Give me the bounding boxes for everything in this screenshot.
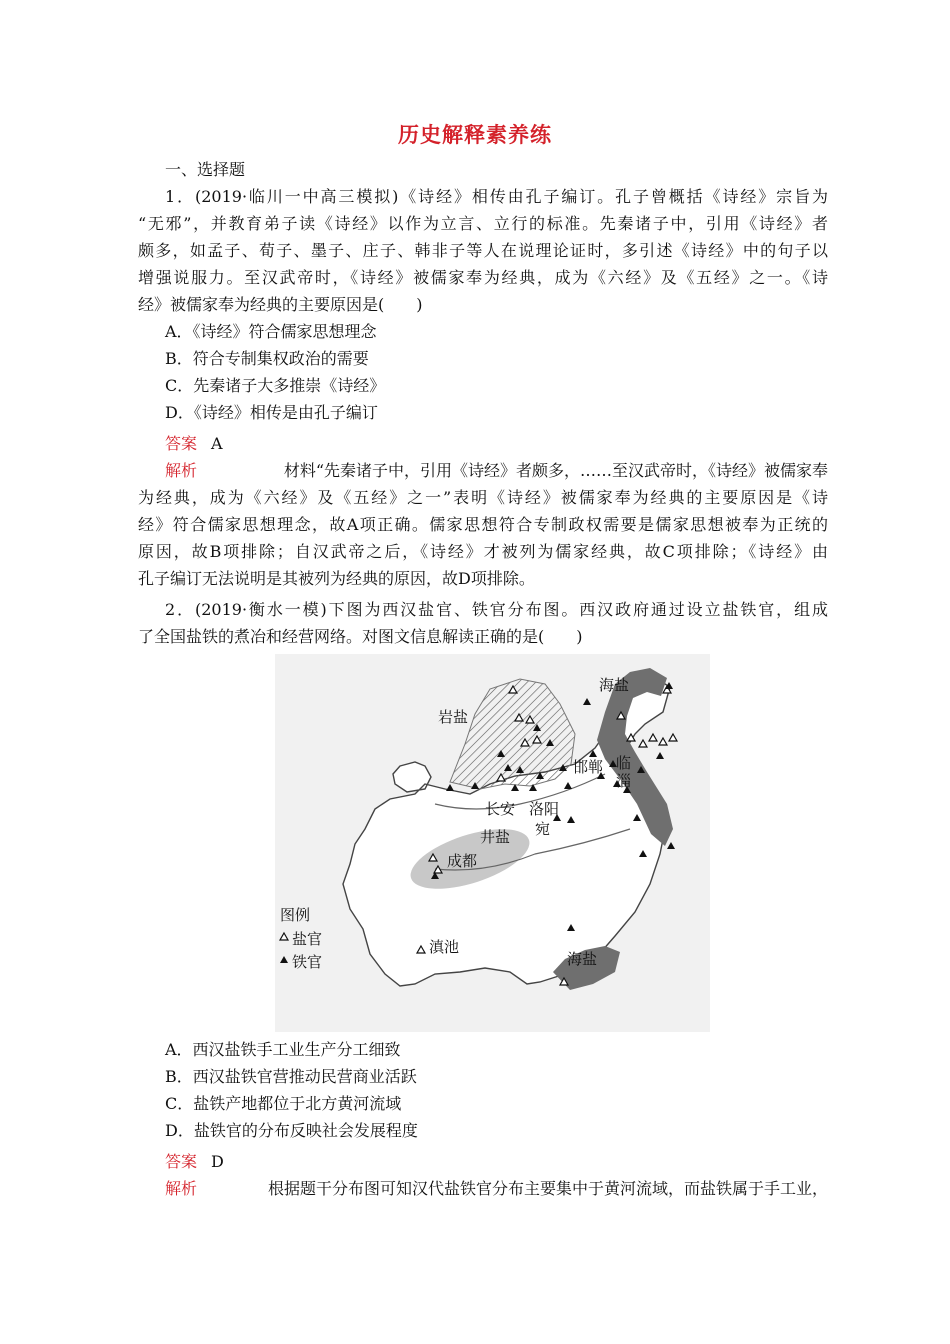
answer-value: A	[211, 434, 223, 453]
q1-analysis-first	[165, 461, 828, 481]
label-handan: 邯郸	[573, 758, 604, 776]
q1-stem-line: 增强说服力。至汉武帝时，《诗经》被儒家奉为经典，成为《六经》及《五经》之一。《诗	[138, 268, 828, 287]
analysis-text: 根据题干分布图可知汉代盐铁官分布主要集中于黄河流域，而盐铁属于手工业，	[267, 1179, 828, 1198]
label-linzi-2: 淄	[616, 772, 632, 790]
analysis-label: 解析	[165, 461, 198, 480]
q2-stem-line: 2．(2019·衡水一模)下图为西汉盐官、铁官分布图。西汉政府通过设立盐铁官，组成	[165, 600, 828, 619]
q1-option-a: A．《诗经》符合儒家思想理念	[165, 322, 377, 341]
label-dianchi: 滇池	[429, 938, 460, 956]
q2-analysis-first	[165, 1179, 828, 1199]
q1-option-c: C．先秦诸子大多推崇《诗经》	[165, 376, 386, 395]
q1-stem-line: 颇多，如孟子、荀子、墨子、庄子、韩非子等人在说理论证时，多引述《诗经》中的句子以	[138, 241, 828, 260]
q1-stem-line: 经》被儒家奉为经典的主要原因是( )	[138, 295, 423, 314]
label-chengdu: 成都	[447, 852, 478, 870]
section-heading: 一、选择题	[165, 160, 246, 179]
legend-salt: 盐官	[292, 930, 323, 948]
q1-stem-line: 1．(2019·临川一中高三模拟)《诗经》相传由孔子编订。孔子曾概括《诗经》宗旨为	[165, 187, 828, 206]
label-haiyan-south: 海盐	[567, 950, 598, 968]
legend-title: 图例	[280, 906, 311, 924]
label-changan: 长安	[485, 800, 516, 818]
q2-option-b: B．西汉盐铁官营推动民营商业活跃	[165, 1067, 417, 1086]
legend-iron: 铁官	[292, 953, 323, 971]
q1-analysis-line: 孔子编订无法说明是其被列为经典的原因，故D项排除。	[138, 569, 535, 588]
answer-label: 答案	[165, 1152, 198, 1171]
q2-option-d: D．盐铁官的分布反映社会发展程度	[165, 1121, 418, 1140]
q1-answer	[165, 434, 855, 454]
label-rock-salt: 岩盐	[438, 708, 469, 726]
q1-analysis-line: 为经典，成为《六经》及《五经》之一”表明《诗经》被儒家奉为经典的主要原因是《诗	[138, 488, 828, 507]
answer-label: 答案	[165, 434, 198, 453]
analysis-label: 解析	[165, 1179, 198, 1198]
han-salt-iron-map	[275, 654, 710, 1032]
analysis-text: 材料“先秦诸子中，引用《诗经》者颇多，……至汉武帝时，《诗经》被儒家奉	[283, 461, 828, 480]
label-linzi-1: 临	[616, 754, 632, 772]
q2-answer	[165, 1152, 855, 1172]
label-haiyan-north: 海盐	[599, 676, 630, 694]
q1-analysis-line: 原因，故B项排除；自汉武帝之后，《诗经》才被列为儒家经典，故C项排除；《诗经》由	[138, 542, 828, 561]
answer-value: D	[211, 1152, 224, 1171]
q1-option-b: B．符合专制集权政治的需要	[165, 349, 369, 368]
label-well-salt: 井盐	[480, 828, 511, 846]
q1-stem-line: “无邪”，并教育弟子读《诗经》以作为立言、立行的标准。先秦诸子中，引用《诗经》者	[138, 214, 828, 233]
label-wan: 宛	[535, 820, 551, 838]
q1-option-d: D．《诗经》相传是由孔子编订	[165, 403, 378, 422]
q2-option-a: A．西汉盐铁手工业生产分工细致	[165, 1040, 401, 1059]
q2-stem-line: 了全国盐铁的煮冶和经营网络。对图文信息解读正确的是( )	[138, 627, 583, 646]
q1-analysis-line: 经》符合儒家思想理念，故A项正确。儒家思想符合专制政权需要是儒家思想被奉为正统的	[138, 515, 828, 534]
q2-option-c: C．盐铁产地都位于北方黄河流域	[165, 1094, 402, 1113]
page-title: 历史解释素养练	[398, 122, 552, 147]
label-luoyang: 洛阳	[529, 800, 560, 818]
